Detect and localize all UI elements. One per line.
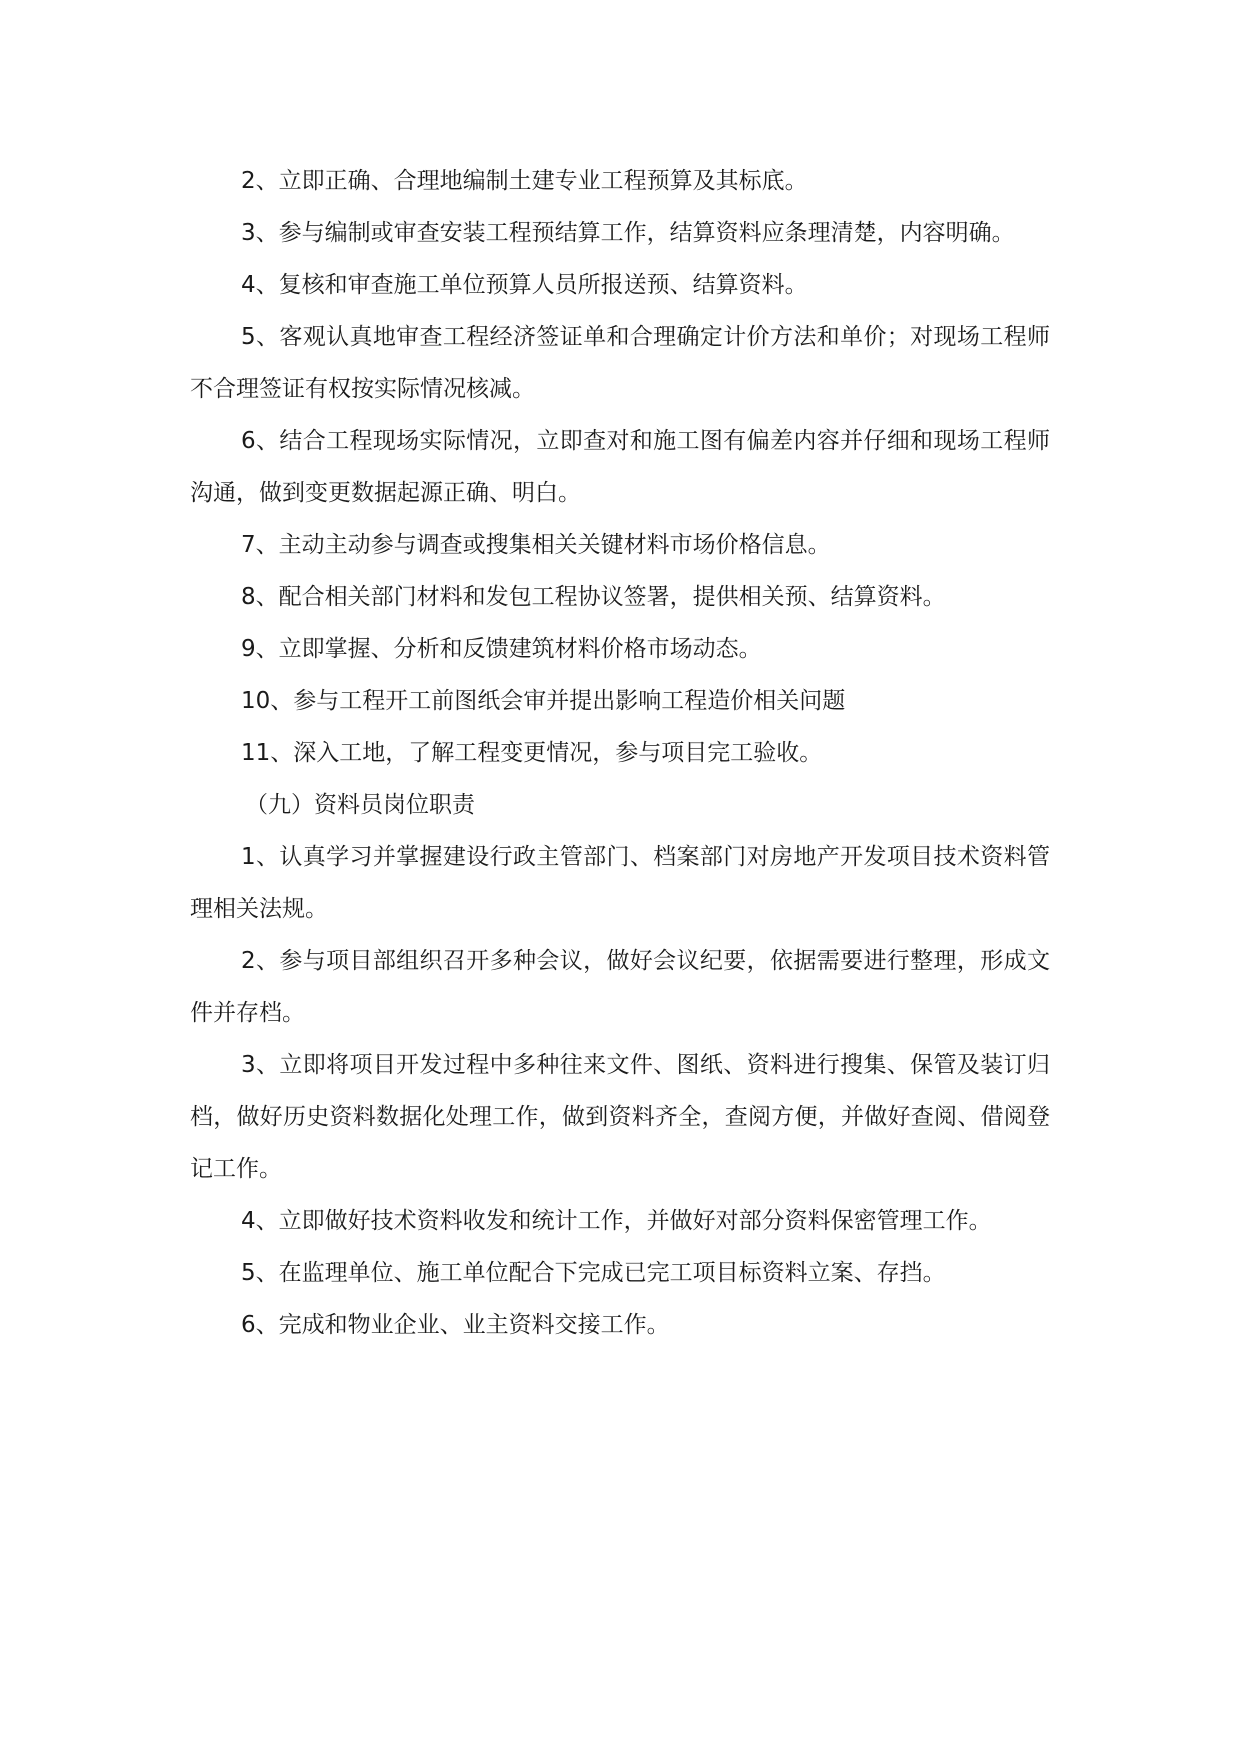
- paragraph-item-5: 5、客观认真地审查工程经济签证单和合理确定计价方法和单价；对现场工程师不合理签证有权按实际情况核减。: [190, 324, 1050, 402]
- duty-item-4: 4、立即做好技术资料收发和统计工作，并做好对部分资料保密管理工作。: [241, 1208, 992, 1234]
- duty-item-2: 2、参与项目部组织召开多种会议，做好会议纪要，依据需要进行整理，形成文件并存档。: [190, 948, 1050, 1026]
- duty-item-6: 6、完成和物业企业、业主资料交接工作。: [241, 1312, 670, 1338]
- paragraph-item-4: 4、复核和审查施工单位预算人员所报送预、结算资料。: [241, 272, 808, 298]
- duty-item-1: 1、认真学习并掌握建设行政主管部门、档案部门对房地产开发项目技术资料管理相关法规。: [190, 844, 1050, 922]
- section-heading: （九）资料员岗位职责: [245, 792, 475, 818]
- paragraph-item-9: 9、立即掌握、分析和反馈建筑材料价格市场动态。: [241, 636, 762, 662]
- paragraph-item-3: 3、参与编制或审查安装工程预结算工作，结算资料应条理清楚，内容明确。: [241, 220, 1015, 246]
- paragraph-item-8: 8、配合相关部门材料和发包工程协议签署，提供相关预、结算资料。: [241, 584, 946, 610]
- document-body: [190, 155, 1050, 1351]
- paragraph-item-7: 7、主动主动参与调查或搜集相关关键材料市场价格信息。: [241, 532, 831, 558]
- paragraph-item-10: 10、参与工程开工前图纸会审并提出影响工程造价相关问题: [241, 688, 846, 714]
- paragraph-item-6: 6、结合工程现场实际情况，立即查对和施工图有偏差内容并仔细和现场工程师沟通，做到变更数据起源正确、明白。: [190, 428, 1050, 506]
- duty-item-3: 3、立即将项目开发过程中多种往来文件、图纸、资料进行搜集、保管及装订归档，做好历史资料数据化处理工作，做到资料齐全，查阅方便，并做好查阅、借阅登记工作。: [190, 1052, 1050, 1182]
- paragraph-item-11: 11、深入工地，了解工程变更情况，参与项目完工验收。: [241, 740, 823, 766]
- paragraph-item-2: 2、立即正确、合理地编制土建专业工程预算及其标底。: [241, 168, 808, 194]
- duty-item-5: 5、在监理单位、施工单位配合下完成已完工项目标资料立案、存挡。: [241, 1260, 946, 1286]
